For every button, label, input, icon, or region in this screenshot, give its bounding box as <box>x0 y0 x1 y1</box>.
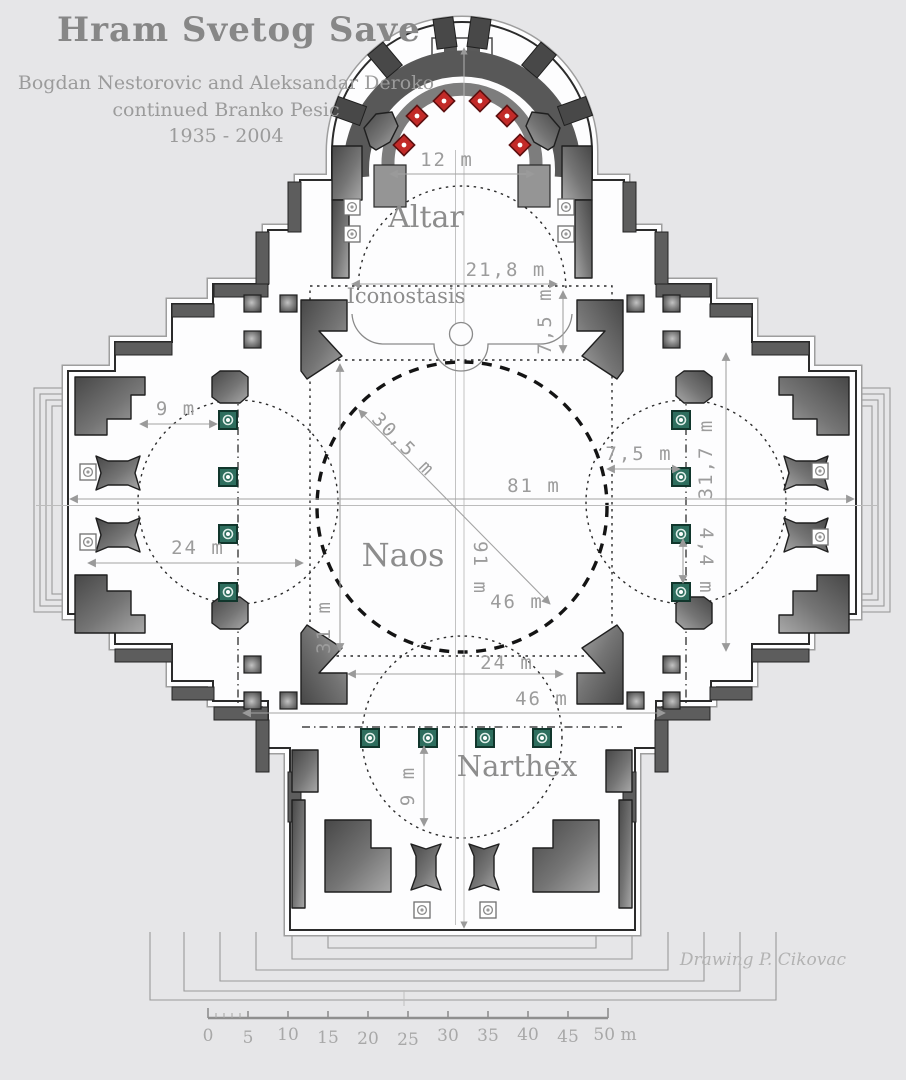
dim-label-total-length: 91 m <box>469 541 491 595</box>
dim-label: 46 m <box>515 688 569 710</box>
scale-tick: 35 <box>477 1026 499 1046</box>
page-title: Hram Svetog Save <box>57 10 421 50</box>
dim-label: 12 m <box>420 149 474 171</box>
scale-tick: 30 <box>437 1026 459 1046</box>
green-column <box>361 729 379 747</box>
room-label-altar: Altar <box>388 200 464 235</box>
green-column <box>672 525 690 543</box>
dim-label: 31,7 m <box>695 418 717 500</box>
ring-column <box>344 199 360 215</box>
ring-column <box>558 199 574 215</box>
dim-label: 7,5 m <box>534 287 556 355</box>
green-column <box>219 468 237 486</box>
room-label-iconostasis: Iconostasis <box>346 284 466 308</box>
scale-bar <box>203 1008 637 1050</box>
room-label-narthex: Narthex <box>456 749 578 783</box>
dim-label: 46 m <box>490 591 544 613</box>
room-label-naos: Naos <box>361 536 445 574</box>
ring-column <box>414 902 430 918</box>
ring-column <box>80 464 96 480</box>
drawing-credit: Drawing P. Cikovac <box>679 950 846 970</box>
dim-label: 4,4 m <box>695 527 717 595</box>
green-column <box>219 583 237 601</box>
scale-tick: 10 <box>277 1025 299 1045</box>
subtitle-block <box>0 70 452 150</box>
dim-label: 9 m <box>155 398 197 420</box>
green-column <box>219 411 237 429</box>
dim-label: 7,5 m <box>605 443 673 465</box>
dim-label: 30,5 m <box>367 408 440 482</box>
scale-tick: 40 <box>517 1025 539 1045</box>
green-column <box>533 729 551 747</box>
ring-column <box>480 902 496 918</box>
dim-label-total-width: 81 m <box>507 475 561 497</box>
dim-label: 24 m <box>171 537 225 559</box>
ring-column <box>344 226 360 242</box>
subtitle-architects: Bogdan Nestorovic and Aleksandar Deroko <box>17 72 435 94</box>
dim-label: 31 m <box>313 600 335 654</box>
ring-column <box>558 226 574 242</box>
subtitle-years: 1935 - 2004 <box>168 125 284 148</box>
scale-tick: 5 <box>242 1028 254 1048</box>
ring-column <box>80 534 96 550</box>
scale-tick: 0 <box>202 1026 214 1046</box>
ring-column <box>812 529 828 545</box>
green-column <box>672 411 690 429</box>
scale-tick: 50 m <box>593 1025 637 1045</box>
dim-label: 24 m <box>480 652 534 674</box>
green-column <box>476 729 494 747</box>
green-column <box>419 729 437 747</box>
ring-column <box>812 463 828 479</box>
scale-tick: 15 <box>317 1028 339 1048</box>
scale-tick: 25 <box>397 1030 419 1050</box>
dim-label: 21,8 m <box>465 259 547 281</box>
scale-tick: 20 <box>357 1029 379 1049</box>
green-column <box>672 583 690 601</box>
scale-tick: 45 <box>557 1027 579 1047</box>
dim-label: 9 m <box>397 765 419 807</box>
subtitle-continued: continued Branko Pesic <box>112 98 340 121</box>
green-column <box>672 468 690 486</box>
